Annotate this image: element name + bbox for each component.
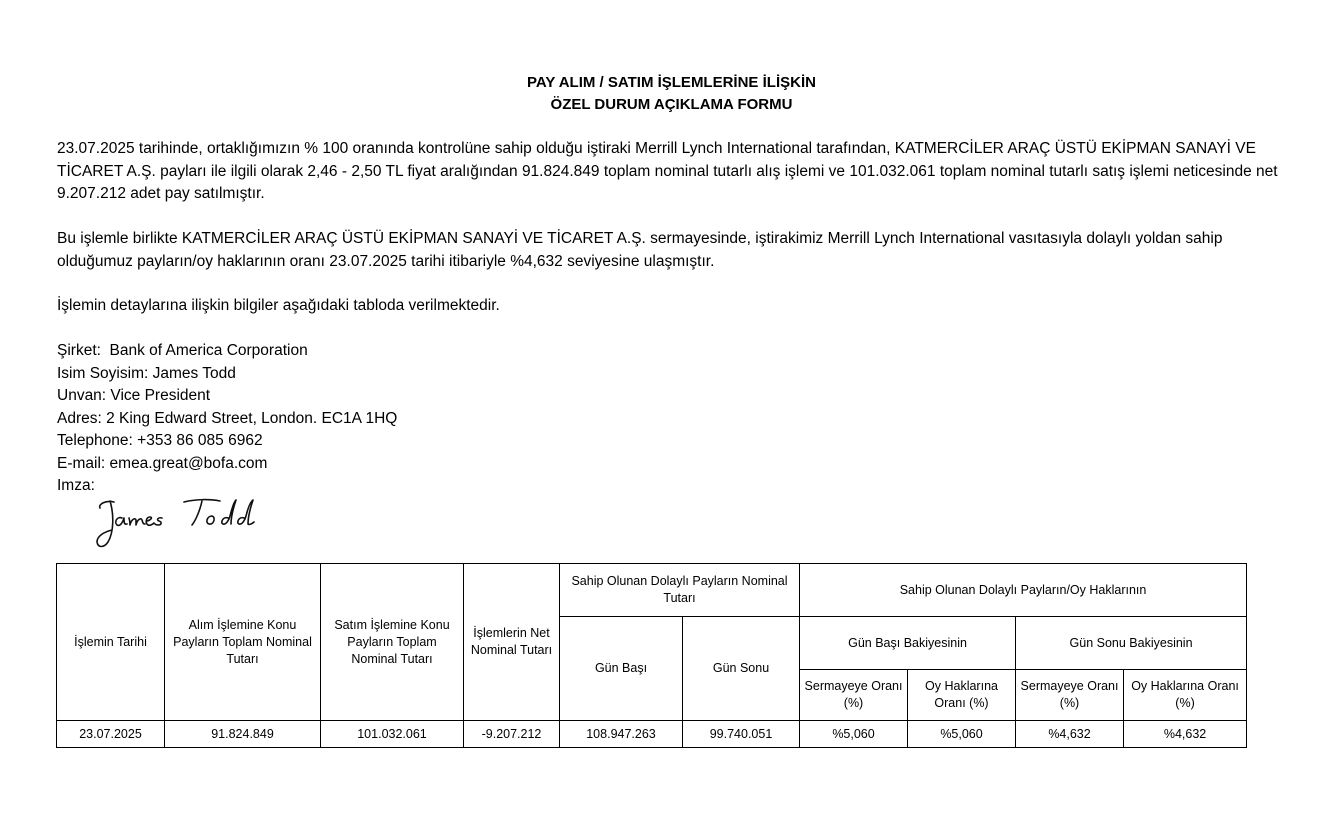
paragraph-details-intro: İşlemin detaylarına ilişkin bilgiler aşağıdaki tabloda verilmektedir. (57, 297, 500, 314)
cell-date: 23.07.2025 (57, 721, 165, 748)
cell-day-end: 99.740.051 (683, 721, 800, 748)
cell-sell: 101.032.061 (321, 721, 464, 748)
contact-block (57, 340, 397, 498)
header-end-balance: Gün Sonu Bakiyesinin (1016, 617, 1247, 670)
header-buy-total: Alım İşlemine Konu Payların Toplam Nominal Tutarı (165, 564, 321, 721)
cell-end-vote: %4,632 (1124, 721, 1247, 748)
contact-name: Isim Soyisim: James Todd (57, 364, 236, 382)
cell-buy: 91.824.849 (165, 721, 321, 748)
contact-email: E-mail: emea.great@bofa.com (57, 454, 268, 472)
header-end-capital-ratio: Sermayeye Oranı (%) (1016, 670, 1124, 721)
signature-label: Imza: (57, 477, 95, 494)
contact-company: Şirket: Bank of America Corporation (57, 342, 308, 359)
paragraph-ratio: Bu işlemle birlikte KATMERCİLER ARAÇ ÜSTÜ EKİPMAN SANAYİ VE TİCARET A.Ş. sermayesinde, iştirakimiz Merrill Lynch International vasıtasıyla dolaylı yoldan sahip olduğumuz payların/oy haklarının oranı 23.07.2025 tarihi itibariyle %4,632 seviyesine ulaşmıştır. (57, 230, 1223, 270)
cell-start-capital: %5,060 (800, 721, 908, 748)
table-row (57, 721, 1247, 748)
form-title-line2: ÖZEL DURUM AÇIKLAMA FORMU (550, 96, 793, 113)
form-title (0, 72, 1343, 116)
header-day-end: Gün Sonu (683, 617, 800, 721)
header-start-balance: Gün Başı Bakiyesinin (800, 617, 1016, 670)
header-end-vote-ratio: Oy Haklarına Oranı (%) (1124, 670, 1247, 721)
contact-title: Unvan: Vice President (57, 387, 211, 404)
cell-start-vote: %5,060 (908, 721, 1016, 748)
form-title-line1: PAY ALIM / SATIM İŞLEMLERİNE İLİŞKİN (527, 74, 816, 91)
cell-end-capital: %4,632 (1016, 721, 1124, 748)
header-net-total: İşlemlerin Net Nominal Tutarı (464, 564, 560, 721)
header-ratio-group: Sahip Olunan Dolaylı Payların/Oy Haklarının (800, 564, 1247, 617)
header-day-start: Gün Başı (560, 617, 683, 721)
paragraph-transaction: 23.07.2025 tarihinde, ortaklığımızın % 100 oranında kontrolüne sahip olduğu iştiraki Merrill Lynch International tarafından, KATMERCİLER ARAÇ ÜSTÜ EKİPMAN SANAYİ VE TİCARET A.Ş. payları ile ilgili olarak 2,46 - 2,50 TL fiyat aralığından 91.824.849 toplam nominal tutarlı alış işlemi ve 101.032.061 toplam nominal tutarlı satış işlemi neticesinde net 9.207.212 adet pay satılmıştır. (57, 140, 1278, 202)
cell-net: -9.207.212 (464, 721, 560, 748)
header-nominal-group: Sahip Olunan Dolaylı Payların Nominal Tutarı (560, 564, 800, 617)
signature-image (92, 492, 277, 554)
transaction-table (56, 563, 1247, 748)
contact-phone: Telephone: +353 86 085 6962 (57, 432, 263, 449)
header-start-capital-ratio: Sermayeye Oranı (%) (800, 670, 908, 721)
cell-day-start: 108.947.263 (560, 721, 683, 748)
header-date: İşlemin Tarihi (57, 564, 165, 721)
contact-address: Adres: 2 King Edward Street, London. EC1A 1HQ (57, 409, 398, 427)
header-start-vote-ratio: Oy Haklarına Oranı (%) (908, 670, 1016, 721)
header-sell-total: Satım İşlemine Konu Payların Toplam Nominal Tutarı (321, 564, 464, 721)
